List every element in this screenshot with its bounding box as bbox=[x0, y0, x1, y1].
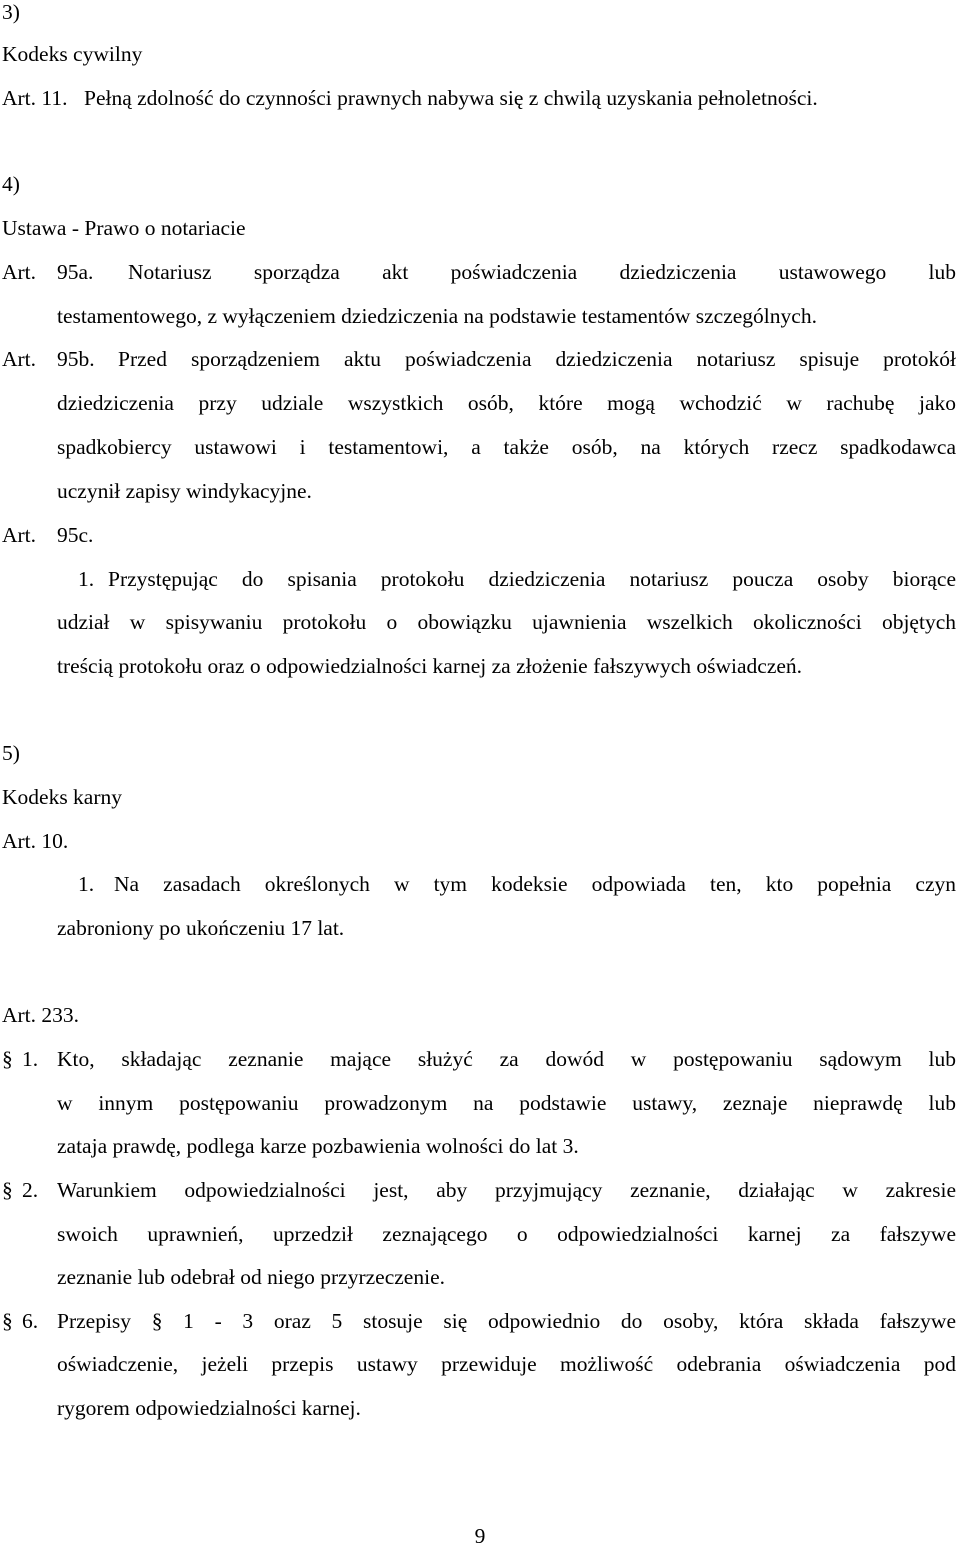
section-title: Kodeks karny bbox=[2, 785, 123, 809]
article-text-line: spadkobiercy ustawowi i testamentowi, a także osób, na których rzecz spadkodawca bbox=[57, 435, 956, 459]
article-text-line: treścią protokołu oraz o odpowiedzialności karnej za złożenie fałszywych oświadczeń. bbox=[57, 654, 803, 678]
article-text-line: Warunkiem odpowiedzialności jest, aby przyjmujący zeznanie, działając w zakresie bbox=[57, 1178, 956, 1202]
article-label: Art. 10. bbox=[2, 829, 69, 853]
article-label: Art. bbox=[2, 347, 37, 371]
section-number: 5) bbox=[2, 741, 20, 765]
article-text-line: dziedziczenia przy udziale wszystkich osób, które mogą wchodzić w rachubę jako bbox=[57, 391, 956, 415]
article-text-line: Przed sporządzeniem aktu poświadczenia dziedziczenia notariusz spisuje protokół bbox=[118, 347, 956, 371]
article-label: Art. bbox=[2, 523, 37, 547]
article-text-line: Notariusz sporządza akt poświadczenia dziedziczenia ustawowego lub bbox=[128, 260, 956, 284]
section-title: Kodeks cywilny bbox=[2, 42, 143, 66]
article-text-line: zabroniony po ukończeniu 17 lat. bbox=[57, 916, 345, 940]
article-text-line: w innym postępowaniu prowadzonym na podstawie ustawy, zeznaje nieprawdę lub bbox=[57, 1091, 956, 1115]
page-number: 9 bbox=[474, 1524, 486, 1548]
article-label: Art. 11. bbox=[2, 86, 68, 110]
section-number: 4) bbox=[2, 172, 20, 196]
article-text-line: zataja prawdę, podlega karze pozbawienia wolności do lat 3. bbox=[57, 1134, 579, 1158]
section-number: 3) bbox=[2, 0, 20, 24]
paragraph-number: 2. bbox=[22, 1178, 39, 1202]
article-text-line: rygorem odpowiedzialności karnej. bbox=[57, 1396, 361, 1420]
article-number: 95a. bbox=[57, 260, 94, 284]
article-text-line: oświadczenie, jeżeli przepis ustawy przewiduje możliwość odebrania oświadczenia pod bbox=[57, 1352, 956, 1376]
article-text-line: udział w spisywaniu protokołu o obowiązku ujawnienia wszelkich okoliczności objętych bbox=[57, 610, 956, 634]
article-text-line: uczynił zapisy windykacyjne. bbox=[57, 479, 312, 503]
article-number: 95b. bbox=[57, 347, 95, 371]
article-number: 95c. bbox=[57, 523, 94, 547]
paragraph-number: 1. bbox=[22, 1047, 39, 1071]
paragraph-number: 1. bbox=[78, 567, 95, 591]
paragraph-number: 1. bbox=[78, 872, 95, 896]
paragraph-number: 6. bbox=[22, 1309, 39, 1333]
article-text-line: swoich uprawnień, uprzedził zeznającego o odpowiedzialności karnej za fałszywe bbox=[57, 1222, 956, 1246]
article-text-line: Na zasadach określonych w tym kodeksie odpowiada ten, kto popełnia czyn bbox=[114, 872, 956, 896]
section-symbol: § bbox=[2, 1047, 13, 1071]
article-label: Art. bbox=[2, 260, 37, 284]
article-text-line: Przystępując do spisania protokołu dziedziczenia notariusz poucza osoby biorące bbox=[108, 567, 956, 591]
article-text-line: Kto, składając zeznanie mające służyć za dowód w postępowaniu sądowym lub bbox=[57, 1047, 956, 1071]
article-label: Art. 233. bbox=[2, 1003, 80, 1027]
section-symbol: § bbox=[2, 1178, 13, 1202]
article-text-line: testamentowego, z wyłączeniem dziedziczenia na podstawie testamentów szczególnych. bbox=[57, 304, 817, 328]
article-text-line: Przepisy § 1 - 3 oraz 5 stosuje się odpowiednio do osoby, która składa fałszywe bbox=[57, 1309, 956, 1333]
article-text: Pełną zdolność do czynności prawnych nabywa się z chwilą uzyskania pełnoletności. bbox=[84, 86, 818, 110]
section-title: Ustawa - Prawo o notariacie bbox=[2, 216, 246, 240]
article-text-line: zeznanie lub odebrał od niego przyrzeczenie. bbox=[57, 1265, 445, 1289]
section-symbol: § bbox=[2, 1309, 13, 1333]
